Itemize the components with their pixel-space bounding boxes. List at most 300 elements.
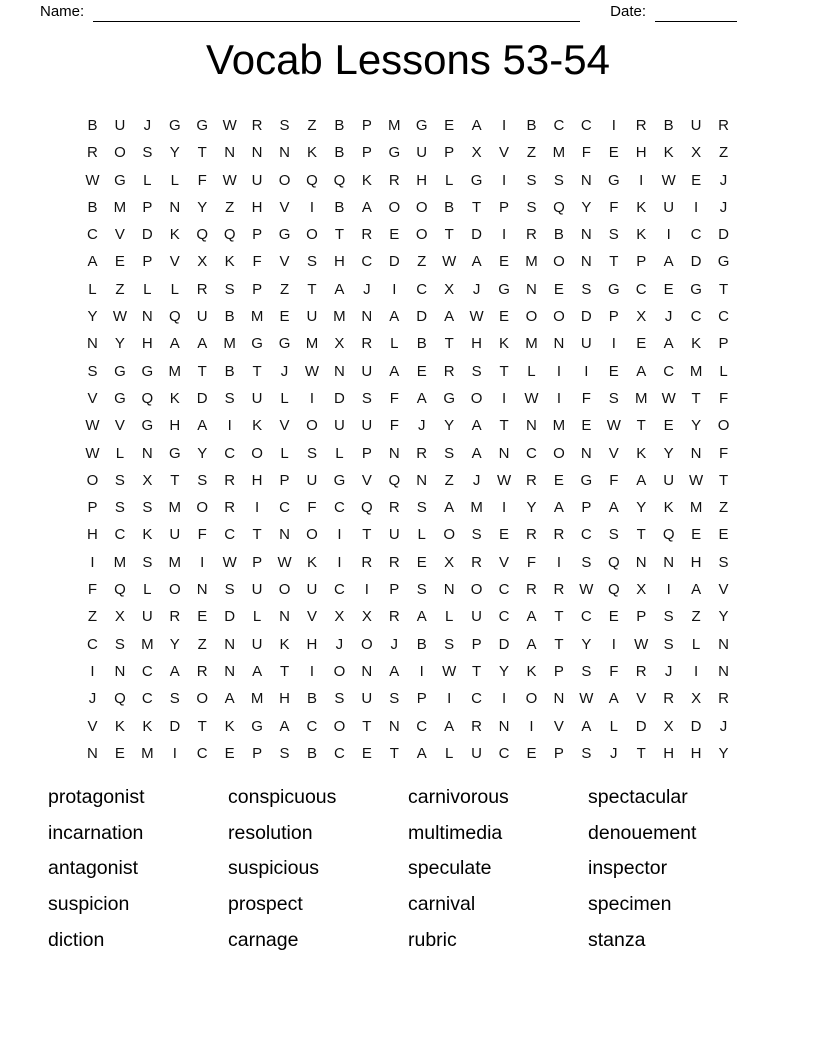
grid-row: [79, 276, 738, 303]
grid-cell-letter: F: [718, 444, 729, 462]
grid-cell-letter: T: [252, 526, 262, 544]
grid-cell-letter: K: [526, 662, 537, 680]
grid-cell-letter: K: [306, 144, 317, 162]
grid-cell-letter: K: [361, 171, 372, 189]
grid-cell-letter: E: [636, 335, 647, 353]
grid-cell-letter: E: [499, 526, 510, 544]
grid-cell-letter: T: [362, 526, 372, 544]
word-item: speculate: [408, 857, 492, 880]
grid-cell-letter: D: [690, 253, 702, 271]
grid-cell-letter: I: [501, 499, 507, 517]
grid-cell-letter: F: [609, 198, 619, 216]
word-item: conspicuous: [228, 786, 337, 808]
grid-cell-letter: P: [636, 253, 647, 271]
grid-row: [79, 494, 738, 521]
grid-cell-letter: U: [114, 117, 126, 134]
grid-cell-letter: X: [361, 608, 372, 626]
grid-cell-letter: I: [666, 581, 671, 599]
grid-cell-letter: E: [361, 744, 372, 762]
grid-cell-letter: J: [88, 690, 97, 708]
grid-cell-letter: E: [499, 253, 510, 271]
grid-cell-letter: O: [717, 417, 730, 435]
grid-cell-letter: S: [306, 444, 317, 462]
grid-cell-letter: M: [470, 499, 483, 517]
grid-cell-letter: N: [498, 717, 510, 735]
grid-cell-letter: C: [471, 690, 483, 708]
name-label: Name:: [40, 3, 85, 20]
grid-cell-letter: Z: [279, 280, 290, 298]
grid-cell-letter: M: [223, 335, 236, 353]
grid-cell-letter: T: [472, 662, 482, 680]
grid-cell-letter: W: [661, 171, 676, 189]
grid-cell-letter: S: [416, 499, 427, 517]
grid-cell-letter: K: [636, 444, 647, 462]
grid-cell-letter: E: [581, 417, 592, 435]
grid-cell-letter: J: [417, 417, 426, 435]
grid-cell-letter: D: [416, 308, 428, 326]
grid-row: [79, 685, 738, 712]
grid-cell-letter: S: [581, 744, 592, 762]
grid-cell-letter: K: [663, 499, 674, 517]
grid-cell-letter: O: [196, 690, 209, 708]
grid-cell-letter: T: [197, 717, 207, 735]
grid-cell-letter: N: [141, 308, 153, 326]
grid-cell-letter: A: [471, 444, 482, 462]
grid-cell-letter: O: [470, 389, 483, 407]
grid-cell-letter: R: [526, 581, 537, 599]
grid-cell-letter: S: [526, 171, 537, 189]
grid-cell-letter: W: [606, 417, 621, 435]
grid-cell-letter: I: [337, 553, 342, 571]
grid-cell-letter: I: [200, 553, 205, 571]
grid-cell-letter: J: [280, 362, 289, 380]
grid-cell-letter: C: [635, 280, 647, 298]
grid-cell-letter: A: [636, 362, 647, 380]
grid-cell-letter: Y: [169, 635, 180, 653]
grid-cell-letter: D: [388, 253, 400, 271]
grid-cell-letter: W: [222, 117, 237, 134]
grid-cell-letter: A: [691, 581, 702, 599]
word-list-column: [48, 780, 228, 959]
grid-cell-letter: E: [553, 280, 564, 298]
grid-cell-letter: S: [334, 690, 345, 708]
grid-cell-letter: E: [718, 526, 729, 544]
grid-cell-letter: R: [718, 117, 729, 134]
grid-cell-letter: N: [663, 553, 675, 571]
grid-row: [79, 330, 738, 357]
grid-cell-letter: C: [553, 117, 565, 134]
grid-cell-letter: D: [580, 308, 592, 326]
grid-cell-letter: D: [718, 226, 729, 244]
grid-cell-letter: O: [415, 226, 428, 244]
grid-cell-letter: S: [608, 226, 619, 244]
grid-cell-letter: A: [416, 744, 427, 762]
grid-cell-letter: E: [663, 417, 674, 435]
grid-cell-letter: S: [279, 117, 290, 134]
grid-cell-letter: A: [389, 362, 400, 380]
grid-cell-letter: V: [361, 471, 372, 489]
grid-cell-letter: R: [361, 335, 373, 353]
grid-cell-letter: N: [224, 662, 236, 680]
grid-row: [79, 303, 738, 330]
grid-cell-letter: S: [114, 499, 125, 517]
grid-cell-letter: W: [496, 471, 512, 489]
grid-cell-letter: B: [224, 308, 235, 326]
grid-cell-letter: X: [444, 553, 455, 571]
grid-cell-letter: H: [416, 171, 428, 189]
grid-cell-letter: V: [279, 198, 290, 216]
word-list-column: [588, 780, 768, 959]
grid-cell-letter: H: [333, 253, 345, 271]
grid-cell-letter: C: [690, 226, 702, 244]
grid-cell-letter: G: [607, 280, 620, 298]
grid-cell-letter: W: [661, 389, 676, 407]
grid-cell-letter: I: [172, 744, 177, 762]
grid-cell-letter: Y: [197, 444, 208, 462]
grid-cell-letter: V: [87, 717, 98, 735]
grid-cell-letter: F: [581, 144, 591, 162]
grid-cell-letter: R: [251, 117, 263, 134]
grid-cell-letter: T: [362, 717, 372, 735]
grid-cell-letter: A: [444, 499, 455, 517]
grid-cell-letter: O: [251, 444, 263, 462]
grid-cell-letter: C: [196, 744, 208, 762]
grid-cell-letter: N: [279, 608, 290, 626]
grid-cell-letter: H: [141, 335, 153, 353]
grid-row: [79, 167, 738, 194]
grid-cell-letter: M: [525, 253, 538, 271]
grid-cell-letter: T: [170, 471, 180, 489]
grid-cell-letter: O: [388, 198, 401, 216]
grid-cell-letter: W: [524, 389, 539, 407]
grid-cell-letter: P: [499, 198, 510, 216]
grid-cell-letter: Z: [417, 253, 427, 271]
grid-cell-letter: B: [224, 362, 235, 380]
grid-cell-letter: Q: [607, 553, 620, 571]
grid-cell-letter: L: [609, 717, 618, 735]
date-label: Date:: [610, 3, 646, 20]
grid-cell-letter: J: [610, 744, 618, 762]
grid-cell-letter: F: [526, 553, 537, 571]
grid-cell-letter: U: [663, 198, 675, 216]
grid-cell-letter: L: [280, 389, 289, 407]
grid-cell-letter: Y: [691, 417, 702, 435]
grid-cell-letter: K: [499, 335, 510, 353]
grid-cell-letter: O: [333, 717, 346, 735]
grid-cell-letter: J: [363, 280, 371, 298]
grid-cell-letter: B: [553, 226, 564, 244]
grid-cell-letter: K: [114, 717, 125, 735]
grid-cell-letter: G: [717, 253, 730, 271]
grid-row: [79, 576, 738, 603]
grid-cell-letter: X: [691, 144, 702, 162]
grid-cell-letter: L: [691, 635, 701, 653]
grid-cell-letter: D: [224, 608, 236, 626]
grid-cell-letter: Q: [361, 499, 373, 517]
grid-cell-letter: B: [334, 144, 345, 162]
word-item: multimedia: [408, 821, 503, 844]
grid-cell-letter: E: [691, 171, 702, 189]
name-blank-line: [93, 4, 580, 22]
grid-cell-letter: K: [224, 717, 235, 735]
grid-cell-letter: L: [444, 171, 454, 189]
grid-cell-letter: D: [471, 226, 483, 244]
grid-cell-letter: R: [471, 553, 483, 571]
grid-cell-letter: V: [114, 417, 125, 435]
grid-cell-letter: E: [553, 471, 564, 489]
grid-cell-letter: G: [278, 335, 291, 353]
grid-cell-letter: G: [114, 362, 126, 380]
grid-cell-letter: I: [611, 335, 616, 353]
grid-cell-letter: M: [113, 553, 127, 571]
grid-cell-letter: R: [635, 117, 647, 134]
grid-cell-letter: A: [416, 608, 427, 626]
grid-cell-letter: R: [224, 471, 236, 489]
grid-cell-letter: F: [609, 471, 619, 489]
grid-cell-letter: U: [306, 308, 318, 326]
grid-cell-letter: C: [690, 308, 702, 326]
grid-cell-letter: U: [251, 581, 263, 599]
grid-row: [79, 549, 738, 576]
grid-cell-letter: N: [361, 308, 373, 326]
grid-cell-letter: W: [85, 417, 100, 435]
grid-cell-letter: S: [663, 608, 674, 626]
grid-cell-letter: I: [419, 662, 424, 680]
grid-cell-letter: V: [279, 417, 290, 435]
grid-cell-letter: V: [636, 690, 647, 708]
grid-row: [79, 385, 738, 412]
grid-row: [79, 521, 738, 548]
grid-cell-letter: H: [635, 144, 647, 162]
grid-cell-letter: E: [608, 144, 619, 162]
grid-cell-letter: R: [87, 144, 98, 162]
grid-cell-letter: H: [251, 471, 263, 489]
grid-cell-letter: V: [608, 444, 619, 462]
grid-cell-letter: G: [580, 471, 593, 489]
grid-cell-letter: E: [663, 280, 674, 298]
word-item: suspicion: [48, 893, 130, 916]
grid-cell-letter: L: [143, 171, 152, 189]
grid-cell-letter: Y: [169, 144, 180, 162]
grid-cell-letter: W: [277, 553, 292, 571]
grid-cell-letter: V: [87, 389, 98, 407]
grid-cell-letter: U: [416, 144, 428, 162]
grid-cell-letter: X: [142, 471, 153, 489]
grid-row: [79, 412, 738, 439]
grid-cell-letter: F: [197, 526, 207, 544]
grid-cell-letter: U: [169, 526, 181, 544]
grid-cell-letter: R: [635, 662, 647, 680]
grid-cell-letter: M: [689, 362, 703, 380]
word-item: carnage: [228, 928, 299, 951]
grid-cell-letter: S: [718, 553, 729, 571]
grid-cell-letter: Y: [526, 499, 537, 517]
grid-cell-letter: K: [224, 253, 235, 271]
grid-cell-letter: P: [361, 444, 372, 462]
grid-cell-letter: Z: [115, 280, 125, 298]
grid-cell-letter: Z: [718, 499, 729, 517]
grid-cell-letter: U: [361, 362, 373, 380]
grid-cell-letter: S: [87, 362, 98, 380]
grid-cell-letter: O: [278, 581, 291, 599]
grid-cell-letter: W: [634, 635, 649, 653]
grid-cell-letter: S: [142, 553, 153, 571]
grid-cell-letter: Y: [499, 662, 510, 680]
grid-cell-letter: B: [416, 335, 427, 353]
grid-cell-letter: O: [196, 499, 209, 517]
grid-cell-letter: I: [611, 117, 616, 134]
grid-cell-letter: F: [389, 417, 399, 435]
grid-cell-letter: O: [525, 690, 538, 708]
grid-cell-letter: A: [553, 499, 564, 517]
grid-cell-letter: I: [337, 526, 342, 544]
grid-cell-letter: M: [168, 362, 182, 380]
word-item: suspicious: [228, 857, 320, 880]
grid-cell-letter: P: [361, 117, 372, 134]
grid-cell-letter: R: [526, 471, 537, 489]
grid-cell-letter: P: [444, 144, 455, 162]
grid-cell-letter: W: [85, 444, 100, 462]
grid-cell-letter: S: [608, 389, 619, 407]
grid-cell-letter: S: [581, 553, 592, 571]
grid-cell-letter: A: [581, 717, 592, 735]
grid-cell-letter: M: [305, 335, 319, 353]
grid-cell-letter: C: [498, 608, 510, 626]
grid-cell-letter: W: [579, 690, 594, 708]
word-item: antagonist: [48, 857, 138, 880]
grid-row: [79, 440, 738, 467]
word-item: stanza: [588, 928, 646, 951]
grid-cell-letter: N: [718, 635, 729, 653]
word-search-grid: [79, 112, 738, 767]
grid-cell-letter: P: [87, 499, 98, 517]
grid-cell-letter: R: [388, 499, 400, 517]
grid-cell-letter: Y: [581, 635, 592, 653]
grid-cell-letter: I: [309, 389, 315, 407]
grid-cell-letter: G: [607, 171, 620, 189]
grid-cell-letter: V: [114, 226, 125, 244]
grid-cell-letter: U: [663, 471, 675, 489]
grid-cell-letter: K: [636, 198, 647, 216]
grid-cell-letter: C: [498, 581, 510, 599]
header: [40, 2, 737, 22]
grid-cell-letter: C: [416, 280, 428, 298]
grid-cell-letter: O: [525, 308, 538, 326]
grid-cell-letter: H: [251, 198, 263, 216]
grid-cell-letter: N: [580, 171, 592, 189]
grid-cell-letter: L: [527, 362, 536, 380]
grid-row: [79, 221, 738, 248]
grid-cell-letter: W: [222, 553, 237, 571]
grid-cell-letter: X: [334, 335, 345, 353]
grid-cell-letter: U: [141, 608, 153, 626]
grid-cell-letter: A: [444, 308, 455, 326]
grid-cell-letter: T: [554, 635, 564, 653]
grid-cell-letter: T: [197, 144, 207, 162]
grid-cell-letter: F: [609, 662, 619, 680]
word-item: carnival: [408, 893, 476, 916]
grid-cell-letter: P: [416, 690, 427, 708]
page-title: Vocab Lessons 53-54: [206, 36, 610, 83]
grid-cell-letter: L: [335, 444, 344, 462]
grid-cell-letter: T: [554, 608, 564, 626]
grid-cell-letter: A: [87, 253, 98, 271]
grid-cell-letter: K: [691, 335, 702, 353]
grid-cell-letter: N: [443, 581, 455, 599]
grid-cell-letter: V: [499, 144, 510, 162]
grid-cell-letter: Q: [333, 171, 346, 189]
grid-cell-letter: W: [112, 308, 127, 326]
grid-cell-letter: C: [87, 635, 98, 653]
grid-cell-letter: A: [663, 335, 674, 353]
grid-cell-letter: O: [306, 226, 318, 244]
grid-cell-letter: N: [526, 280, 537, 298]
grid-cell-letter: M: [250, 308, 264, 326]
grid-cell-letter: Q: [168, 308, 181, 326]
grid-cell-letter: I: [501, 389, 507, 407]
grid-cell-letter: W: [442, 662, 457, 680]
grid-cell-letter: I: [255, 499, 260, 517]
grid-cell-letter: A: [471, 117, 482, 134]
grid-cell-letter: U: [306, 581, 318, 599]
grid-cell-letter: N: [635, 553, 647, 571]
grid-cell-letter: M: [141, 635, 154, 653]
grid-cell-letter: R: [471, 717, 483, 735]
grid-cell-letter: C: [361, 253, 373, 271]
grid-cell-letter: C: [498, 744, 510, 762]
grid-cell-letter: I: [611, 635, 616, 653]
grid-cell-letter: Y: [581, 198, 592, 216]
grid-cell-letter: R: [388, 553, 400, 571]
grid-cell-letter: S: [444, 635, 455, 653]
grid-cell-letter: I: [529, 717, 534, 735]
grid-cell-letter: K: [636, 226, 647, 244]
grid-cell-letter: N: [690, 444, 702, 462]
grid-cell-letter: K: [142, 717, 153, 735]
grid-cell-letter: G: [333, 471, 346, 489]
grid-cell-letter: E: [526, 744, 537, 762]
grid-cell-letter: X: [636, 308, 647, 326]
grid-cell-letter: W: [469, 308, 484, 326]
grid-cell-letter: I: [556, 362, 561, 380]
grid-cell-letter: R: [169, 608, 181, 626]
word-item: diction: [48, 928, 105, 951]
grid-cell-letter: A: [444, 717, 455, 735]
grid-cell-letter: A: [526, 608, 537, 626]
grid-cell-letter: T: [499, 417, 509, 435]
grid-cell-letter: S: [471, 362, 482, 380]
grid-cell-letter: Q: [114, 581, 126, 599]
grid-cell-letter: U: [306, 471, 318, 489]
grid-cell-letter: A: [636, 471, 647, 489]
grid-cell-letter: N: [279, 144, 290, 162]
grid-cell-letter: R: [526, 526, 537, 544]
grid-cell-letter: E: [114, 744, 125, 762]
grid-cell-letter: R: [416, 444, 428, 462]
grid-cell-letter: N: [141, 444, 153, 462]
grid-cell-letter: P: [252, 226, 263, 244]
grid-cell-letter: U: [361, 690, 373, 708]
grid-cell-letter: U: [580, 335, 592, 353]
grid-cell-letter: Q: [607, 581, 620, 599]
grid-cell-letter: T: [389, 744, 399, 762]
grid-cell-letter: N: [526, 417, 537, 435]
grid-cell-letter: Z: [526, 144, 537, 162]
grid-cell-letter: R: [388, 608, 400, 626]
word-item: prospect: [228, 893, 303, 916]
grid-cell-letter: K: [169, 389, 180, 407]
grid-cell-letter: T: [472, 198, 482, 216]
